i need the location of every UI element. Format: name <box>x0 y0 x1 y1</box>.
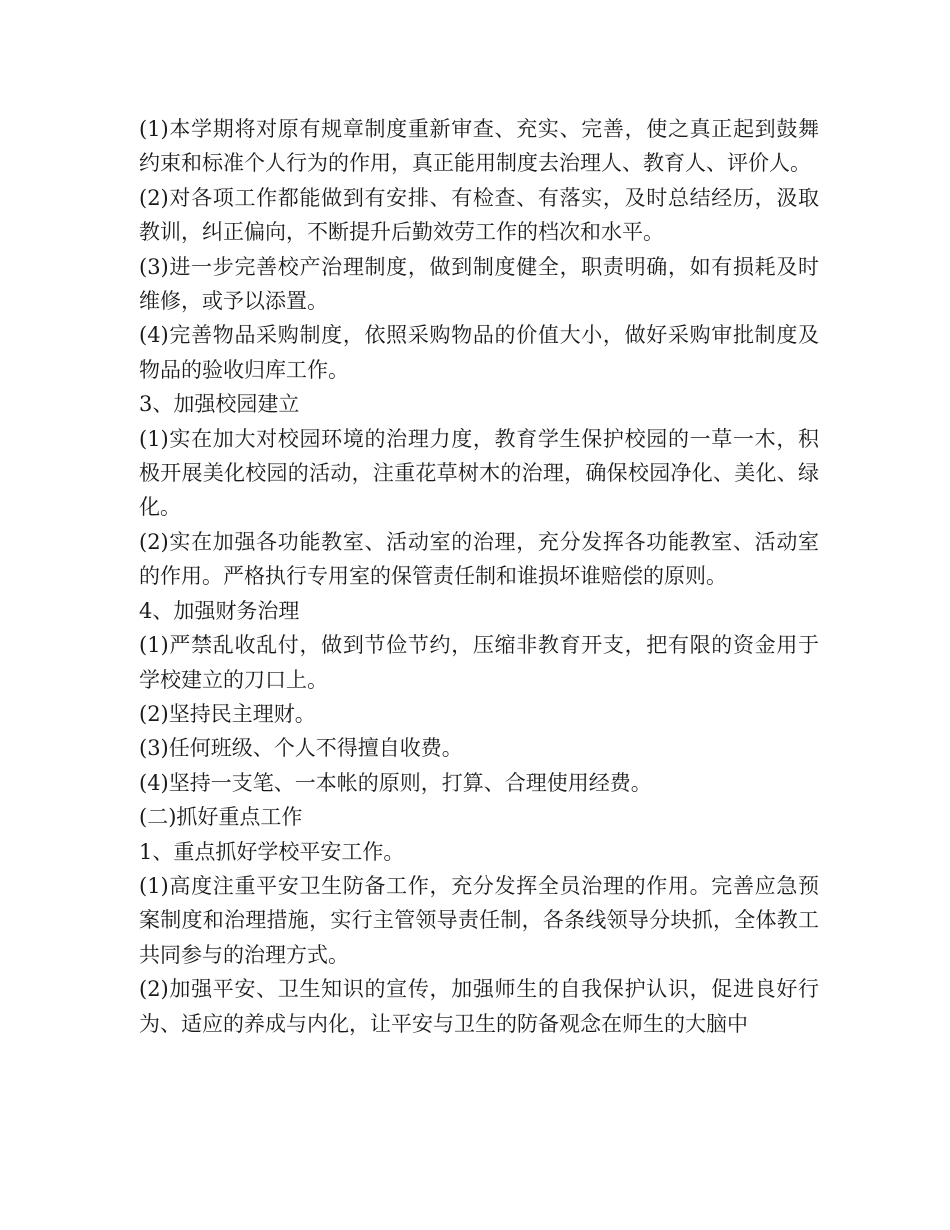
section-heading-3: 3、加强校园建立 <box>139 392 300 417</box>
paragraph-3-1: (1)实在加大对校园环境的治理力度，教育学生保护校园的一草一木，积极开展美化校园的活动，注重花草树木的治理，确保校园净化、美化、绿化。 <box>139 426 819 520</box>
section-heading-2: (二)抓好重点工作 <box>139 805 303 830</box>
paragraph-1-4: (4)完善物品采购制度，依照采购物品的价值大小，做好采购审批制度及物品的验收归库工作。 <box>139 323 819 382</box>
paragraph-1-2: (2)对各项工作都能做到有安排、有检查、有落实，及时总结经历，汲取教训，纠正偏向，不断提升后勤效劳工作的档次和水平。 <box>139 185 819 245</box>
paragraph-4-3: (3)任何班级、个人不得擅自收费。 <box>139 736 463 761</box>
paragraph-4-4: (4)坚持一支笔、一本帐的原则，打算、合理使用经费。 <box>139 770 652 795</box>
paragraph-4-1: (1)严禁乱收乱付，做到节俭节约，压缩非教育开支，把有限的资金用于学校建立的刀口上。 <box>139 633 819 692</box>
paragraph-3-2: (2)实在加强各功能教室、活动室的治理，充分发挥各功能教室、活动室的作用。严格执行专用室的保管责任制和谁损坏谁赔偿的原则。 <box>139 529 819 589</box>
subsection-heading-1: 1、重点抓好学校平安工作。 <box>139 839 405 864</box>
paragraph-1-1: (1)本学期将对原有规章制度重新审查、充实、完善，使之真正起到鼓舞约束和标准个人行为的作用，真正能用制度去治理人、教育人、评价人。 <box>139 117 819 176</box>
paragraph-safety-2: (2)加强平安、卫生知识的宣传，加强师生的自我保护认识，促进良好行为、适应的养成与内化，让平安与卫生的防备观念在师生的大脑中 <box>139 977 819 1036</box>
document-body <box>139 112 819 1041</box>
paragraph-1-3: (3)进一步完善校产治理制度，做到制度健全，职责明确，如有损耗及时维修，或予以添置。 <box>139 254 819 314</box>
paragraph-safety-1: (1)高度注重平安卫生防备工作，充分发挥全员治理的作用。完善应急预案制度和治理措施，实行主管领导责任制，各条线领导分块抓，全体教工共同参与的治理方式。 <box>139 873 819 967</box>
paragraph-4-2: (2)坚持民主理财。 <box>139 701 316 726</box>
section-heading-4: 4、加强财务治理 <box>139 598 300 623</box>
